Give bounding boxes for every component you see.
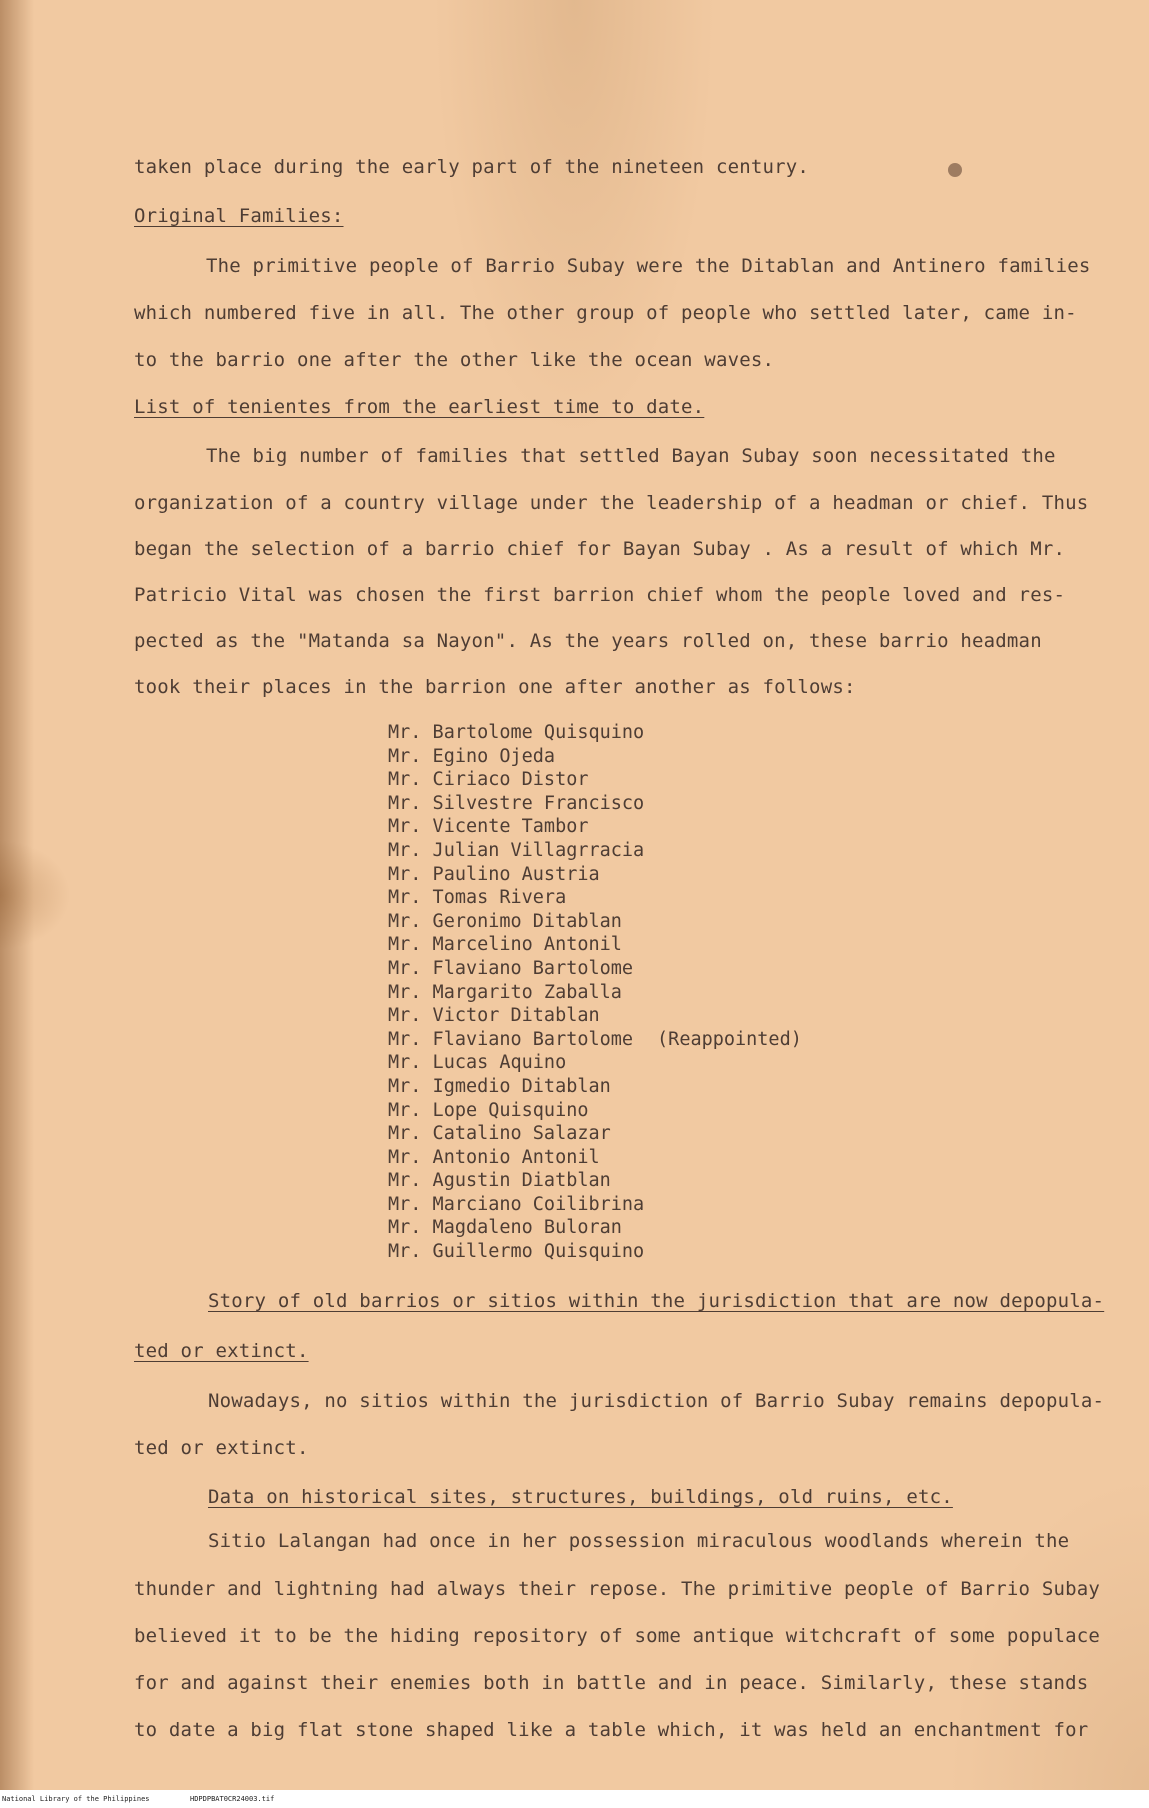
page-spine-shadow [0, 0, 34, 1790]
heading-old-barrios-cont: ted or extinct. [134, 1340, 309, 1362]
teniente-item: Mr. Geronimo Ditablan [388, 910, 622, 932]
text-line: Patricio Vital was chosen the first barrion chief whom the people loved and res- [134, 584, 1066, 606]
text-line: which numbered five in all. The other group of people who settled later, came in- [134, 302, 1077, 324]
heading-historical-sites: Data on historical sites, structures, buildings, old ruins, etc. [208, 1486, 953, 1508]
teniente-item: Mr. Lucas Aquino [388, 1052, 567, 1074]
teniente-item: Mr. Catalino Salazar [388, 1123, 611, 1145]
text-line: thunder and lightning had always their repose. The primitive people of Barrio Subay [134, 1578, 1101, 1600]
teniente-item: Mr. Paulino Austria [388, 863, 600, 885]
teniente-item: Mr. Bartolome Quisquino [388, 722, 645, 743]
teniente-item: Mr. Antonio Antonil [388, 1146, 600, 1168]
text-line: to date a big flat stone shaped like a table which, it was held an enchantment for [134, 1719, 1089, 1741]
scan-footer [0, 1790, 1149, 1808]
teniente-item: Mr. Vicente Tambor [388, 816, 589, 838]
text-line: The primitive people of Barrio Subay were the Ditablan and Antinero families [206, 255, 1091, 277]
teniente-item: Mr. Victor Ditablan [388, 1005, 600, 1027]
text-line: organization of a country village under the leadership of a headman or chief. Thus [134, 492, 1089, 514]
teniente-item: Mr. Margarito Zaballa [388, 981, 622, 1003]
teniente-item: Mr. Egino Ojeda [388, 745, 556, 767]
teniente-item: Mr. Marcelino Antonil [388, 934, 622, 956]
text-line: to the barrio one after the other like the ocean waves. [134, 349, 775, 371]
teniente-item: Mr. Ciriaco Distor [388, 769, 589, 791]
text-line: ted or extinct. [134, 1437, 309, 1459]
teniente-item: Mr. Magdaleno Buloran [388, 1217, 622, 1239]
teniente-item: Mr. Guillermo Quisquino [388, 1241, 645, 1263]
teniente-item: Mr. Silvestre Francisco [388, 792, 645, 814]
text-line: for and against their enemies both in battle and in peace. Similarly, these stands [134, 1672, 1089, 1694]
teniente-item: Mr. Marciano Coilibrina [388, 1193, 645, 1215]
heading-list-of-tenientes: List of tenientes from the earliest time to date. [134, 396, 705, 418]
ink-blot [948, 163, 962, 177]
teniente-item: Mr. Flaviano Bartolome [388, 957, 634, 979]
reappointed-note: (Reappointed) [657, 1028, 802, 1050]
teniente-item-reappointed [388, 1028, 802, 1052]
footer-library: National Library of the Philippines [2, 1795, 150, 1803]
teniente-item: Mr. Igmedio Ditablan [388, 1075, 611, 1097]
teniente-name: Mr. Flaviano Bartolome [388, 1028, 634, 1050]
text-line: Sitio Lalangan had once in her possession miraculous woodlands wherein the [208, 1530, 1070, 1552]
footer-file-id: HDPDPBAT0CR24003.tif [190, 1795, 275, 1803]
tenientes-list [388, 721, 802, 1264]
text-line: taken place during the early part of the nineteen century. [134, 156, 810, 178]
teniente-item: Mr. Lope Quisquino [388, 1099, 589, 1121]
heading-original-families: Original Families: [134, 205, 344, 227]
text-line: pected as the "Matanda sa Nayon". As the years rolled on, these barrio headman [134, 630, 1042, 652]
text-line: began the selection of a barrio chief for Bayan Subay . As a result of which Mr. [134, 538, 1066, 560]
text-line: believed it to be the hiding repository of some antique witchcraft of some populace [134, 1625, 1101, 1647]
text-line: Nowadays, no sitios within the jurisdiction of Barrio Subay remains depopula- [208, 1390, 1105, 1412]
heading-old-barrios: Story of old barrios or sitios within the jurisdiction that are now depopula- [208, 1290, 1105, 1312]
teniente-item: Mr. Julian Villagrracia [388, 839, 645, 861]
teniente-item: Mr. Agustin Diatblan [388, 1170, 611, 1192]
text-line: The big number of families that settled Bayan Subay soon necessitated the [206, 445, 1056, 467]
teniente-item: Mr. Tomas Rivera [388, 887, 567, 909]
text-line: took their places in the barrion one after another as follows: [134, 676, 856, 698]
